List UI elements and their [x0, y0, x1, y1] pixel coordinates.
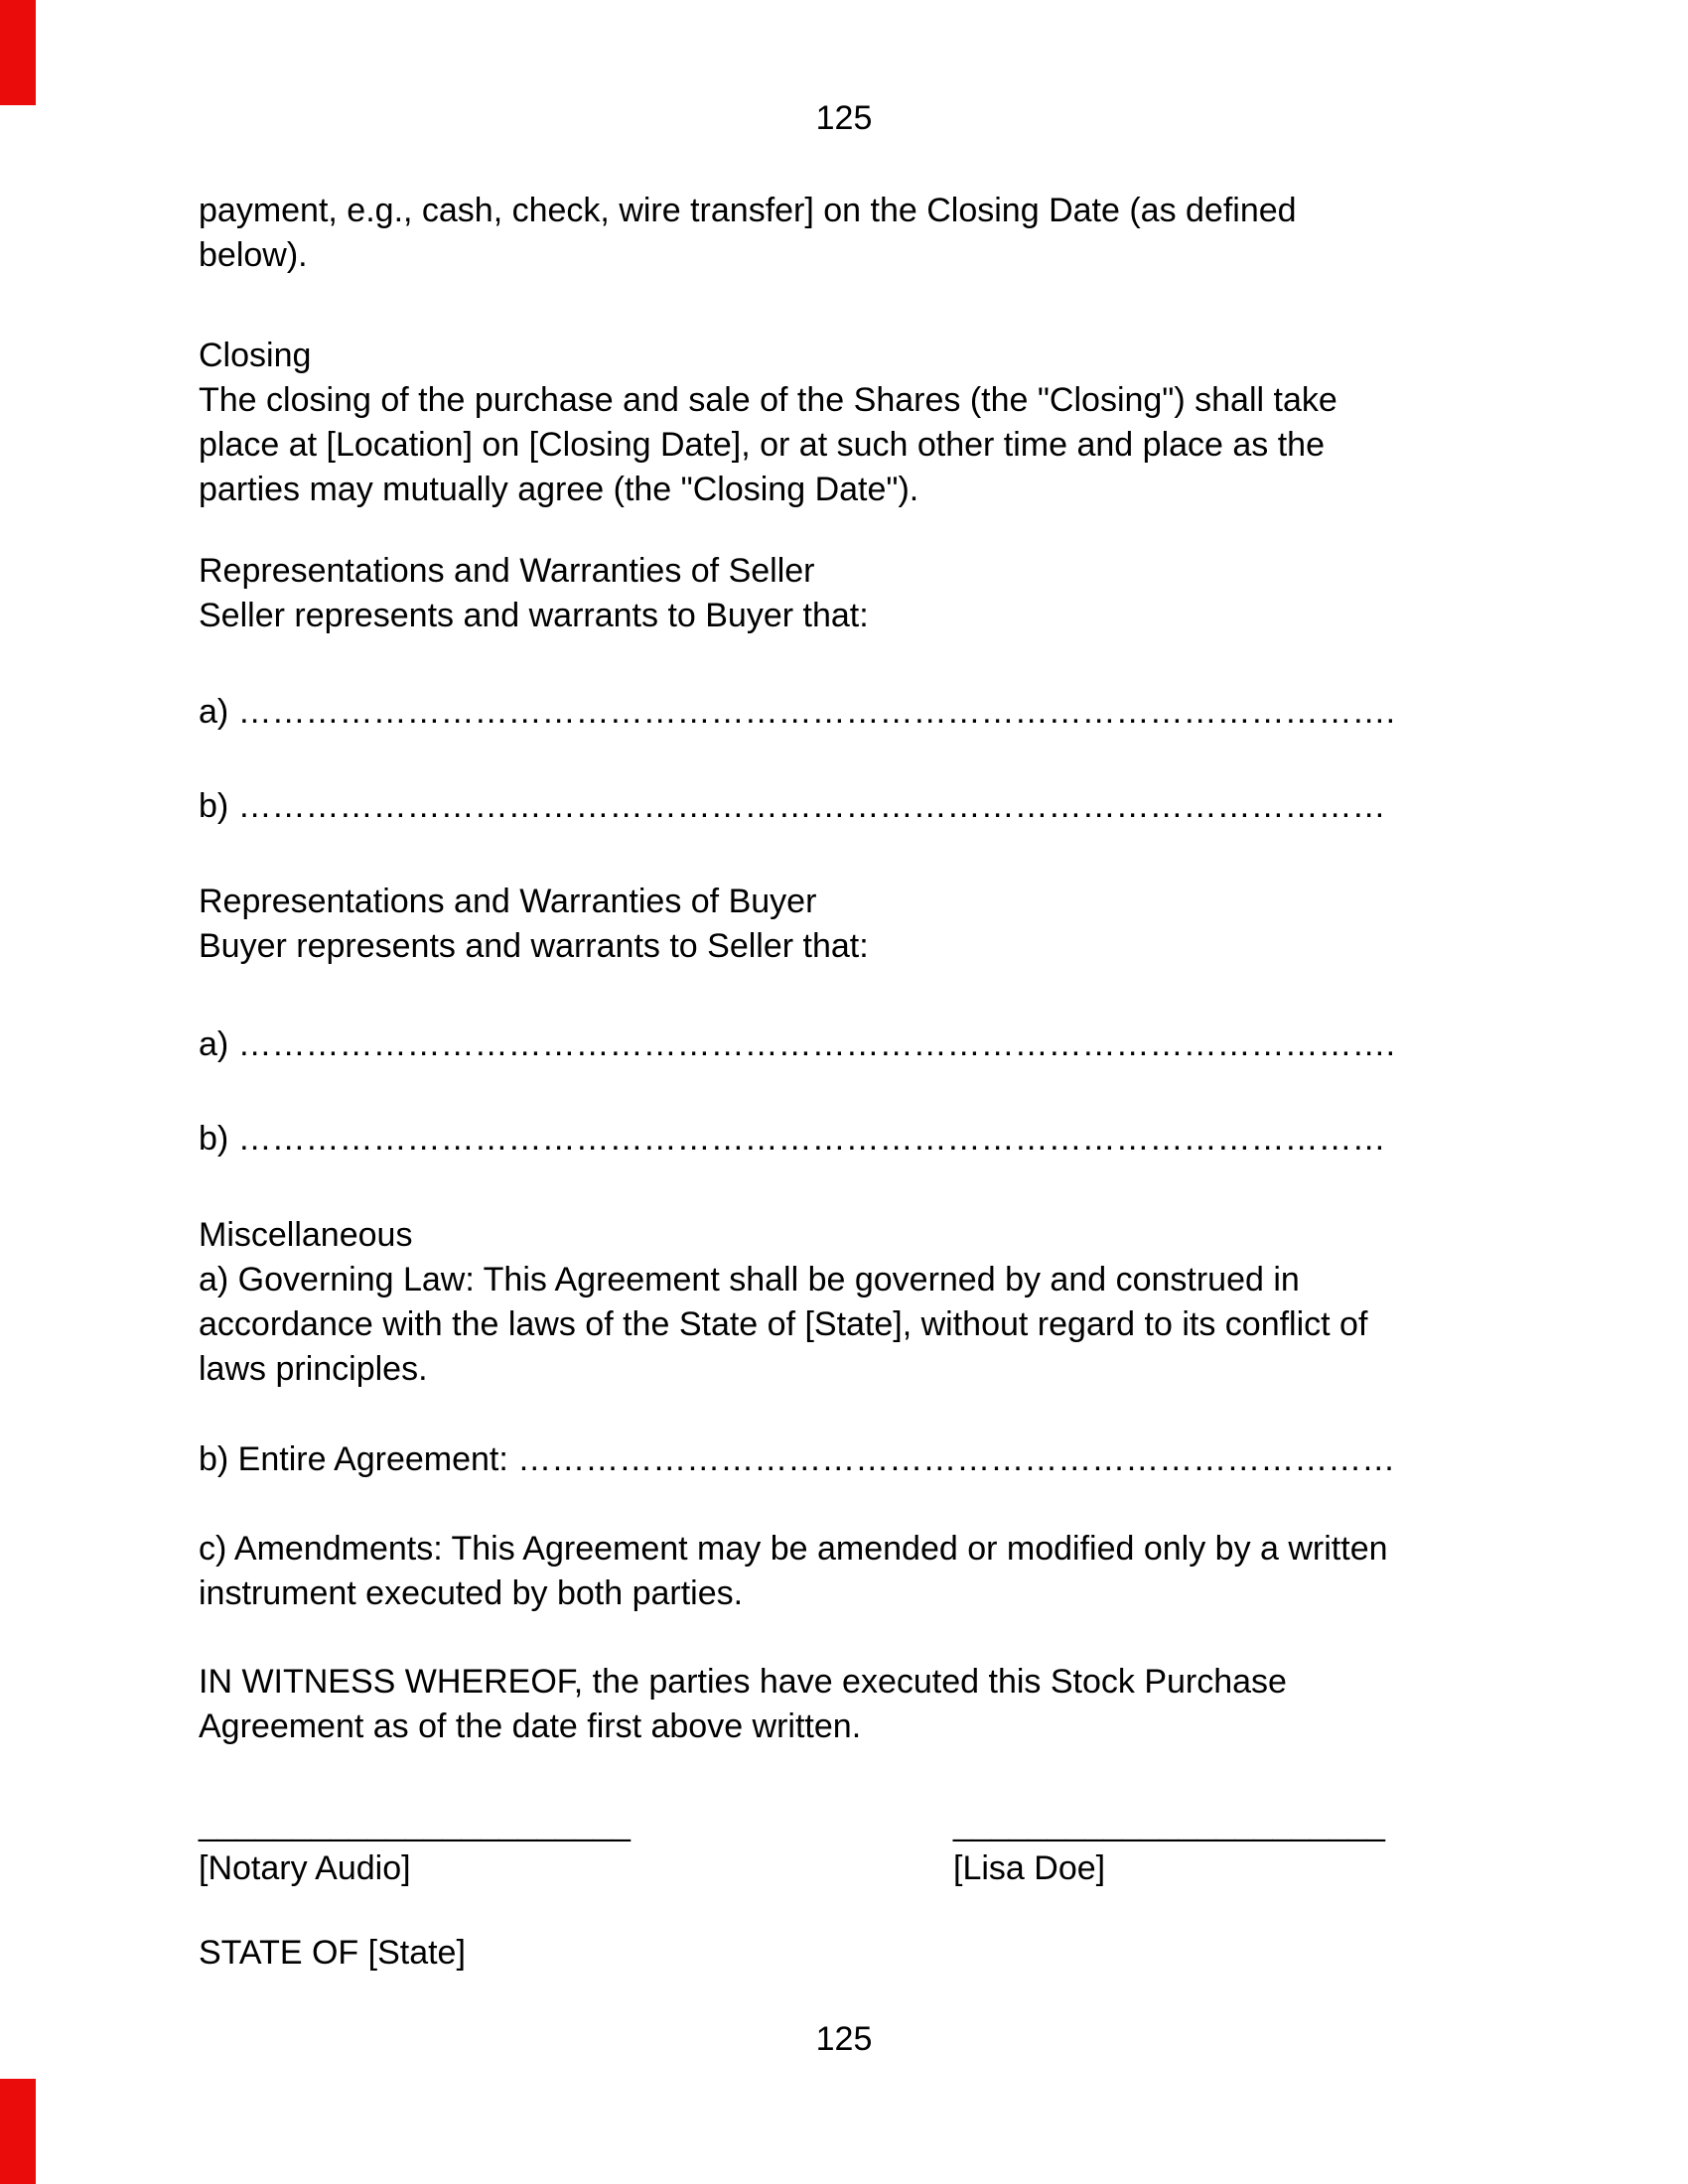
paragraph-line: instrument executed by both parties.: [199, 1574, 744, 1612]
paragraph-line: below).: [199, 236, 308, 274]
witness-clause: [199, 1660, 1499, 1749]
entire-agreement-blank-line: b) Entire Agreement: ……………………………………………………………………: [199, 1440, 1396, 1478]
closing-section: [199, 334, 1499, 512]
signature-rule-left: _______________________: [199, 1805, 631, 1843]
paragraph-line: payment, e.g., cash, check, wire transfer] on the Closing Date (as defined: [199, 192, 1297, 229]
rep-buyer-section: [199, 880, 1499, 969]
signature-rule-right: _______________________: [953, 1805, 1385, 1843]
red-edge-marker-top: [0, 0, 36, 105]
miscellaneous-section: [199, 1213, 1499, 1392]
rep-seller-heading: Representations and Warranties of Seller: [199, 552, 815, 590]
paragraph-line: accordance with the laws of the State of [State], without regard to its conflict of: [199, 1305, 1368, 1343]
buyer-item-a-blank-line: a) ………………………………………………………………………………………….: [199, 1025, 1396, 1063]
paragraph-line: c) Amendments: This Agreement may be amended or modified only by a written: [199, 1530, 1388, 1568]
header-page-number: 125: [815, 99, 873, 137]
red-edge-marker-bottom: [0, 2079, 36, 2184]
payment-paragraph: [199, 189, 1499, 278]
paragraph-line: laws principles.: [199, 1350, 428, 1388]
seller-item-b-blank-line: b) …………………………………………………………………………………………: [199, 787, 1386, 825]
rep-seller-section: [199, 549, 1499, 638]
signature-name-right: [Lisa Doe]: [953, 1849, 1106, 1887]
rep-seller-intro: Seller represents and warrants to Buyer that:: [199, 597, 869, 634]
paragraph-line: parties may mutually agree (the "Closing Date").: [199, 471, 919, 508]
closing-heading: Closing: [199, 337, 312, 374]
paragraph-line: The closing of the purchase and sale of the Shares (the "Closing") shall take: [199, 381, 1337, 419]
amendments-paragraph: [199, 1527, 1499, 1616]
paragraph-line: Agreement as of the date first above written.: [199, 1707, 862, 1745]
footer-page-number: 125: [815, 2020, 873, 2058]
seller-item-a-blank-line: a) ………………………………………………………………………………………….: [199, 693, 1396, 731]
paragraph-line: IN WITNESS WHEREOF, the parties have executed this Stock Purchase: [199, 1663, 1287, 1701]
state-of-line: STATE OF [State]: [199, 1934, 466, 1972]
miscellaneous-heading: Miscellaneous: [199, 1216, 413, 1254]
signature-name-left: [Notary Audio]: [199, 1849, 411, 1887]
rep-buyer-heading: Representations and Warranties of Buyer: [199, 883, 817, 920]
paragraph-line: place at [Location] on [Closing Date], or at such other time and place as the: [199, 426, 1326, 464]
buyer-item-b-blank-line: b) …………………………………………………………………………………………: [199, 1120, 1386, 1158]
rep-buyer-intro: Buyer represents and warrants to Seller that:: [199, 927, 869, 965]
paragraph-line: a) Governing Law: This Agreement shall be governed by and construed in: [199, 1261, 1300, 1298]
